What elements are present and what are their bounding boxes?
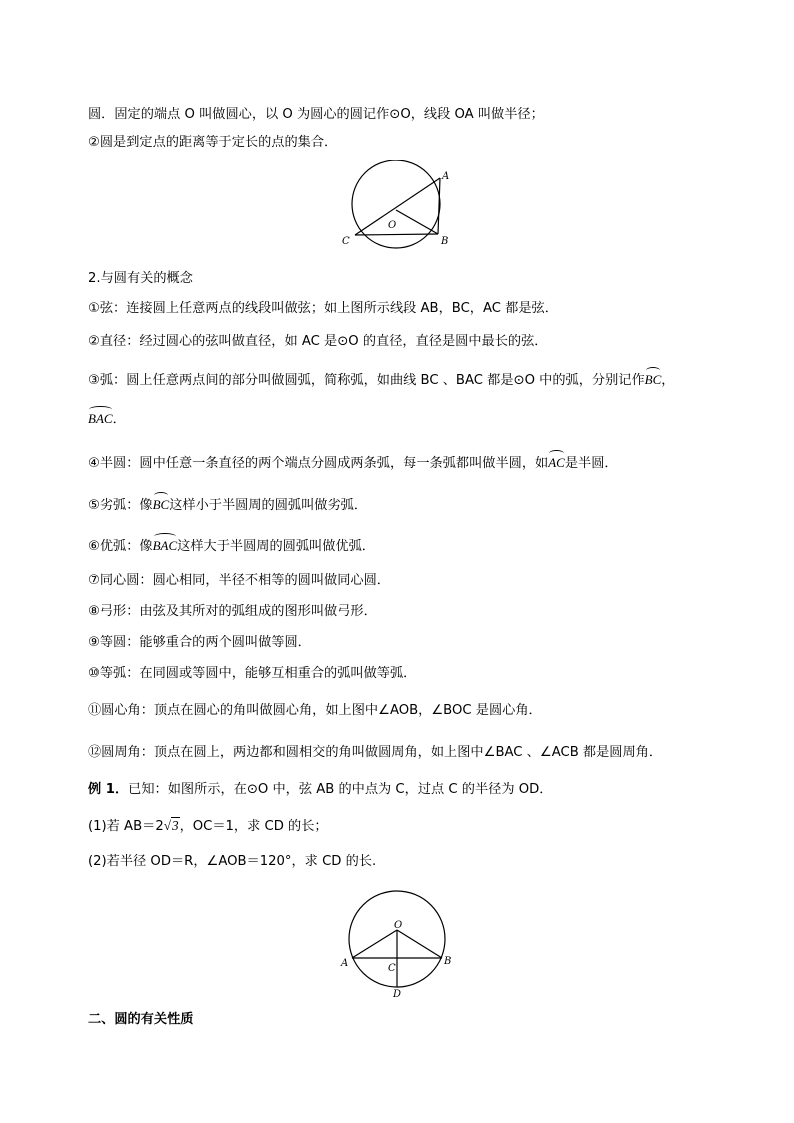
arc-symbol-ac: AC <box>548 455 565 470</box>
intro-line-1: 圆．固定的端点 O 叫做圆心，以 O 为圆心的圆记作⊙O，线段 OA 叫做半径； <box>88 107 544 122</box>
arc-period: ． <box>112 412 126 427</box>
def-arc-text: ③弧：圆上任意两点间的部分叫做圆弧，简称弧，如曲线 BC 、BAC 都是⊙O 中的弧，分别记作 <box>88 373 645 388</box>
def-minor-arc <box>88 496 367 515</box>
def-arc <box>88 371 674 390</box>
arc-symbol-bac: BAC <box>88 411 113 426</box>
fig2-label-C: C <box>388 963 396 974</box>
section-3-heading: 二、圆的有关性质 <box>88 1012 194 1027</box>
example-1-stem <box>88 781 552 799</box>
def-major-arc-tail: 这样大于半圆周的圆弧叫做优弧． <box>177 539 375 554</box>
figure-circle-chord-diagram <box>338 160 458 250</box>
def-concentric: ⑦同心圆：圆心相同，半径不相等的圆叫做同心圆． <box>88 573 390 588</box>
example-1-q1-tail: ，OC＝1，求 CD 的长； <box>179 819 328 834</box>
def-minor-arc-text: ⑤劣弧：像 <box>88 498 153 513</box>
def-major-arc-text: ⑥优弧：像 <box>88 539 153 554</box>
intro-line-2: ②圆是到定点的距离等于定长的点的集合． <box>88 135 338 150</box>
def-central-angle: ⑪圆心角：顶点在圆心的角叫做圆心角，如上图中∠AOB，∠BOC 是圆心角． <box>88 703 542 718</box>
fig1-label-O: O <box>388 220 397 231</box>
example-1-stem-text: 已知：如图所示，在⊙O 中，弦 AB 的中点为 C，过点 C 的半径为 OD． <box>128 782 553 797</box>
def-semicircle-text: ④半圆：圆中任意一条直径的两个端点分圆成两条弧，每一条弧都叫做半圆，如 <box>88 456 549 471</box>
def-chord: ①弦：连接圆上任意两点的线段叫做弦；如上图所示线段 AB，BC，AC 都是弦． <box>88 301 558 316</box>
fig2-label-O: O <box>394 920 403 931</box>
fig2-label-B: B <box>444 956 452 967</box>
def-minor-arc-tail: 这样小于半圆周的圆弧叫做劣弧． <box>169 498 368 513</box>
arc-symbol-bac-2: BAC <box>152 538 178 553</box>
fig2-label-D: D <box>393 989 402 997</box>
def-semicircle <box>88 454 618 473</box>
def-diameter: ②直径：经过圆心的弦叫做直径，如 AC 是⊙O 的直径，直径是圆中最长的弦． <box>88 334 548 349</box>
example-1-question-2: (2)若半径 OD＝R，∠AOB＝120°，求 CD 的长. <box>88 854 377 869</box>
example-1-question-1 <box>88 817 328 836</box>
fig1-label-A: A <box>442 171 450 182</box>
sqrt-radicand: 3 <box>171 818 179 833</box>
def-equal-arcs: ⑩等弧：在同圆或等圆中，能够互相重合的弧叫做等弧． <box>88 666 417 681</box>
figure-example-1-diagram <box>337 882 457 997</box>
section-2-heading: 2.与圆有关的概念 <box>88 271 193 286</box>
arc-symbol-bc: BC <box>644 372 662 387</box>
fig1-label-B: B <box>441 236 449 247</box>
example-1-label: 例 1． <box>88 782 129 797</box>
def-major-arc <box>88 537 375 556</box>
def-equal-circles: ⑨等圆：能够重合的两个圆叫做等圆． <box>88 635 311 650</box>
def-segment: ⑧弓形：由弦及其所对的弧组成的图形叫做弓形． <box>88 604 377 619</box>
fig2-label-A: A <box>341 958 349 969</box>
sqrt-symbol: √3 <box>163 818 179 833</box>
arc-comma: ， <box>661 373 675 388</box>
def-inscribed-angle: ⑫圆周角：顶点在圆上，两边都和圆相交的角叫做圆周角，如上图中∠BAC 、∠ACB 都是圆周角． <box>88 745 663 760</box>
example-1-q1-text: (1)若 AB＝2 <box>88 819 164 834</box>
fig1-label-C: C <box>342 236 350 247</box>
def-arc-cont <box>88 410 126 429</box>
arc-symbol-bc-2: BC <box>152 497 170 512</box>
def-semicircle-tail: 是半圆． <box>564 456 618 471</box>
